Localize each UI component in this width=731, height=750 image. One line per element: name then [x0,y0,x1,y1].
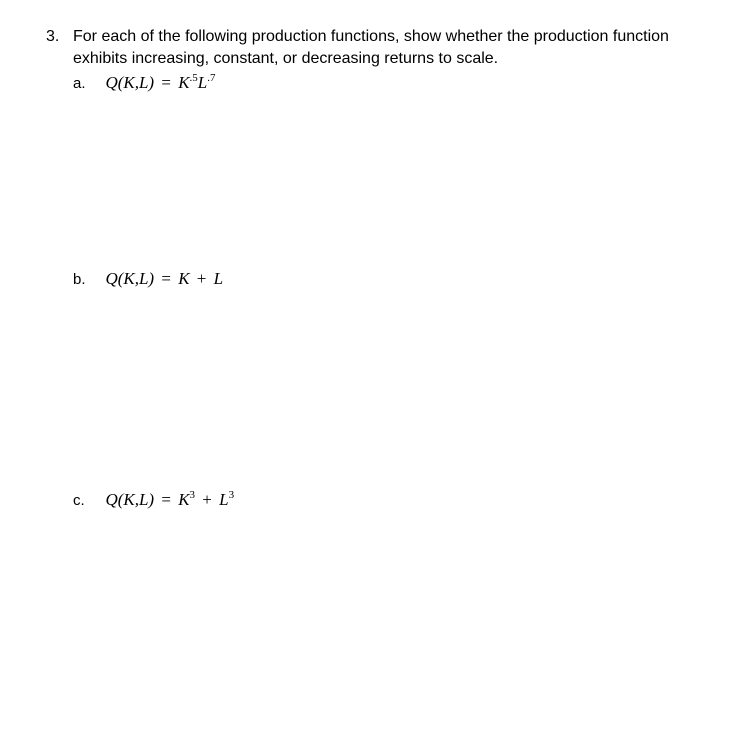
part-b-formula [105,267,223,291]
part-c [73,488,234,512]
part-a-formula [105,71,215,97]
question-3 [46,26,716,70]
plus-sign: + [196,269,207,288]
part-a [73,71,216,95]
part-c-letter: c. [73,492,85,509]
part-b [73,267,223,291]
term-l: L [197,73,208,92]
term-k: K [178,269,190,288]
exponent-l: 3 [228,489,235,501]
equals-sign: = [161,269,171,288]
formula-lhs: Q(K,L) [105,269,155,288]
question-number: 3. [46,28,60,45]
plus-sign: + [202,490,212,509]
exponent-l: .7 [207,72,216,84]
question-text: For each of the following production functions, show whether the production function exhibits increasing, constant, or decreasing returns to scale. [73,28,669,67]
equals-sign: = [161,73,171,92]
equals-sign: = [161,490,171,509]
exponent-k: 3 [189,489,196,501]
formula-lhs: Q(K,L) [105,490,155,509]
part-b-letter: b. [73,271,86,288]
term-k: K [178,490,190,509]
term-l: L [219,490,229,509]
part-a-letter: a. [73,75,86,92]
part-c-formula [105,488,234,514]
term-l: L [213,269,224,288]
exponent-k: .5 [189,72,198,84]
term-k: K [178,73,190,92]
formula-lhs: Q(K,L) [105,73,155,92]
